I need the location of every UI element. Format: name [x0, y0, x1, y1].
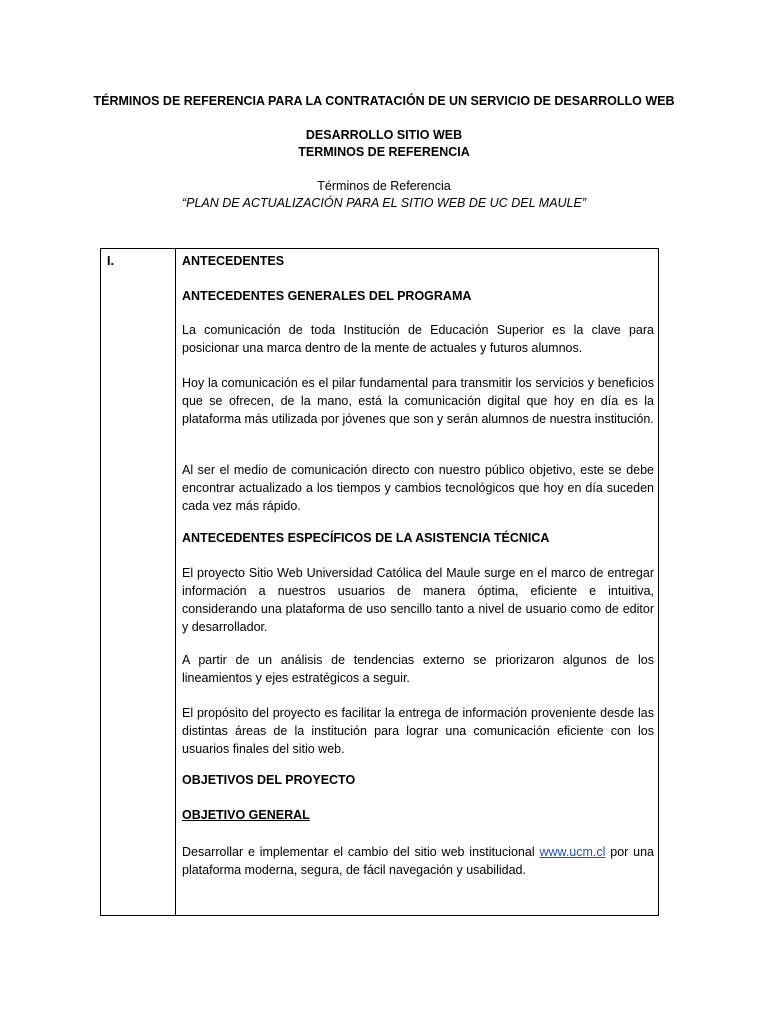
ucm-website-link[interactable]: www.ucm.cl [539, 845, 606, 859]
document-subtitle-2: TERMINOS DE REFERENCIA [298, 145, 470, 159]
specific-background-heading: ANTECEDENTES ESPECÍFICOS DE LA ASISTENCIA TÉCNICA [182, 531, 550, 545]
section-number: I. [107, 254, 114, 268]
document-subtitle-1: DESARROLLO SITIO WEB [305, 128, 463, 142]
objective-text-before: Desarrollar e implementar el cambio del sitio web institucional [182, 845, 540, 859]
plan-title: “PLAN DE ACTUALIZACIÓN PARA EL SITIO WEB DE UC DEL MAULE” [181, 196, 587, 210]
general-objective-paragraph [182, 843, 654, 879]
objective-text-after: por una plataforma moderna, segura, de fácil navegación y usabilidad. [182, 845, 654, 877]
general-paragraph-2: Hoy la comunicación es el pilar fundamental para transmitir los servicios y beneficios que se ofrecen, de la mano, está la comunicación digital que hoy en día es la plataforma más utilizada por jóvenes que son y serán alumnos de nuestra institución. [182, 376, 654, 426]
specific-paragraph-3: El propósito del proyecto es facilitar la entrega de información proveniente desde las distintas áreas de la institución para lograr una comunicación eficiente con los usuarios finales del sitio web. [182, 706, 654, 756]
general-objective-heading: OBJETIVO GENERAL [182, 808, 310, 822]
general-paragraph-1: La comunicación de toda Institución de Educación Superior es la clave para posicionar una marca dentro de la mente de actuales y futuros alumnos. [182, 323, 654, 355]
objectives-heading: OBJETIVOS DEL PROYECTO [182, 773, 356, 787]
general-background-heading: ANTECEDENTES GENERALES DEL PROGRAMA [182, 289, 472, 303]
specific-paragraph-1: El proyecto Sitio Web Universidad Católica del Maule surge en el marco de entregar información a nuestros usuarios de manera óptima, eficiente e intuitiva, considerando una plataforma de uso sencillo tanto a nivel de usuario como de editor y desarrollador. [182, 566, 654, 634]
column-divider [175, 249, 176, 915]
specific-paragraph-2: A partir de un análisis de tendencias externo se priorizaron algunos de los lineamientos y ejes estratégicos a seguir. [182, 653, 654, 685]
document-label: Términos de Referencia [317, 179, 451, 193]
section-heading: ANTECEDENTES [182, 254, 285, 268]
document-main-title: TÉRMINOS DE REFERENCIA PARA LA CONTRATACIÓN DE UN SERVICIO DE DESARROLLO WEB [93, 94, 675, 108]
general-paragraph-3: Al ser el medio de comunicación directo con nuestro público objetivo, este se debe encontrar actualizado a los tiempos y cambios tecnológicos que hoy en día suceden cada vez más rápido. [182, 463, 654, 513]
content-table [100, 248, 659, 916]
